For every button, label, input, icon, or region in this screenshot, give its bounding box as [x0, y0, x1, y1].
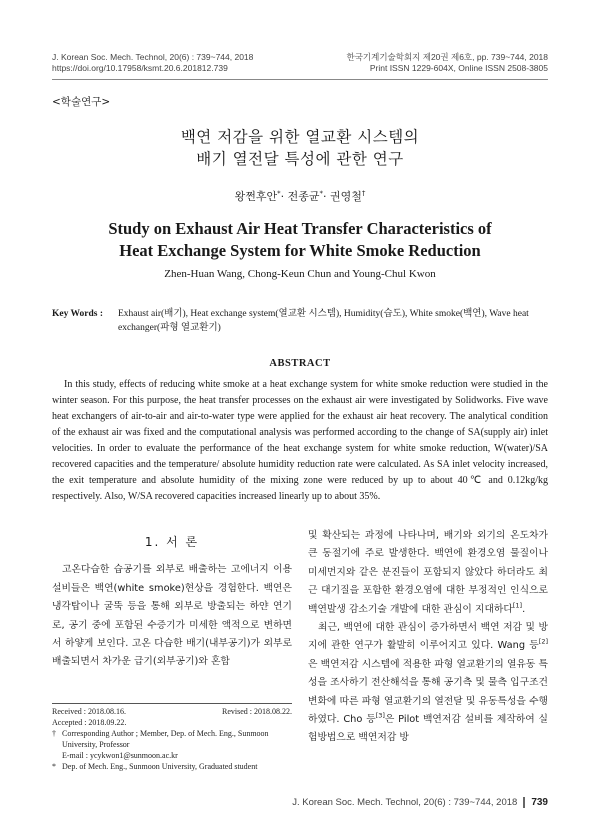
intro-paragraph-2 — [308, 619, 548, 748]
para-text: 은 백연저감 시스템에 적용한 파형 열교환기의 열유동 특성을 조사하기 전산해석을 통해 공기측 및 물측 입구조건 변화에 따른 파형 열교환기의 열전달 및 유동특성을 수행하였다. Cho 등 — [308, 658, 548, 726]
header-divider — [52, 79, 548, 80]
corresponding-author-text: Corresponding Author ; Member, Dep. of Mech. Eng., Sunmoon University, Professor — [62, 729, 269, 749]
keywords-text: Exhaust air(배기), Heat exchange system(열교환 시스템), Humidity(습도), White smoke(백연), Wave heat exchanger(파형 열교환기) — [118, 309, 529, 333]
abstract-heading: ABSTRACT — [269, 358, 331, 369]
footnotes — [52, 706, 292, 772]
english-title-line2: Heat Exchange System for White Smoke Reduction — [119, 241, 481, 260]
intro-paragraph-1-continued — [308, 527, 548, 619]
accepted-date: Accepted : 2018.09.22. — [52, 718, 127, 727]
korean-title-line2: 배기 열전달 특성에 관한 연구 — [196, 150, 404, 168]
author-2-mark: * — [319, 189, 323, 198]
para-text: 및 확산되는 과정에 나타나며, 배기와 외기의 온도차가 큰 동절기에 주로 발생한다. 백연에 환경오염 물질이나 미세먼지와 같은 분진들이 포함되지 않았다 하더라도 최근 대기질을 포함한 환경오염에 대한 부정적인 인식으로 백연발생 감소기술 개발에 대한 관심이 지대하다 — [308, 530, 548, 615]
korean-title — [52, 126, 548, 170]
reference-3[interactable]: [3] — [375, 711, 385, 720]
author-3: · 권영철 — [323, 190, 362, 203]
department-text: Dep. of Mech. Eng., Sunmoon University, Graduated student — [62, 762, 258, 771]
section-heading-introduction: 1. 서 론 — [144, 535, 200, 549]
running-header-right — [346, 52, 548, 74]
doi-link[interactable]: https://doi.org/10.17958/ksmt.20.6.201812.739 — [52, 63, 228, 73]
corresponding-author-note — [52, 728, 292, 750]
keywords-label: Key Words : — [52, 309, 104, 319]
article-category: <학술연구> — [52, 96, 111, 108]
english-authors: Zhen-Huan Wang, Chong-Keun Chun and Young-Chul Kwon — [164, 268, 436, 280]
journal-citation: J. Korean Soc. Mech. Technol, 20(6) : 739~744, 2018 — [52, 52, 254, 62]
body-column-right — [308, 527, 548, 748]
dagger-mark: † — [52, 729, 56, 738]
para-text: 은 Pilot 백연저감 설비를 제작하여 실험방법으로 백연저감 방 — [308, 714, 548, 744]
english-title-line1: Study on Exhaust Air Heat Transfer Characteristics of — [108, 219, 492, 238]
intro-paragraph-1: 고온다습한 습공기를 외부로 배출하는 고에너지 이용설비들은 백연(white smoke)현상을 경험한다. 백연은 냉각탑이나 굴뚝 등을 통해 외부로 방출되는 하얀 연기로, 공기 중에 포함된 수증기가 미세한 액적으로 변하면서 하얗게 보인다. 고온 다습한 배기(내부공기)가 외부로 배출되면서 차가운 급기(외부공기)와 혼합 — [52, 564, 292, 668]
received-revised-line — [52, 706, 292, 717]
reference-1[interactable]: [1] — [512, 601, 523, 610]
author-email[interactable]: E-mail : ycykwon1@sunmoon.ac.kr — [62, 751, 178, 760]
running-header-left — [52, 52, 253, 74]
reference-2[interactable]: [2] — [538, 638, 548, 647]
para-text: 최근, 백연에 대한 관심이 증가하면서 백연 저감 및 방지에 관한 연구가 활발히 이루어지고 있다. Wang 등 — [308, 622, 548, 652]
footer-citation: J. Korean Soc. Mech. Technol, 20(6) : 739~744, 2018 — [292, 797, 518, 808]
journal-citation-korean: 한국기계기술학회지 제20권 제6호, pp. 739~744, 2018 — [346, 52, 548, 62]
keywords — [52, 307, 548, 335]
asterisk-mark: * — [52, 762, 56, 771]
author-2: · 전종균 — [280, 190, 320, 203]
footer-separator — [523, 797, 525, 808]
issn-line: Print ISSN 1229-604X, Online ISSN 2508-3805 — [369, 63, 548, 73]
abstract-text: In this study, effects of reducing white smoke at a heat exchange system for white smoke reduction were studied in the winter season. For this purpose, the heat transfer processes on the exhaust air were investigated by Solidworks. Five wave heat exchangers of air-to-air and air-to-water type were applied for the exhaust air heat recovery. The analytical condition of the exhaust air was fixed and the computational analysis was performed according to the change of SA(supply air) inlet velocities. In order to evaluate the performance of the heat exchange system for white smoke reduction, W(water)/SA recovered capacities and the temperature/ absolute humidity reduction rate were calculated. As SA inlet velocity increased, the exit temperature and absolute humidity of the mixing zone were reduced by up to about 40℃ and 0.12kg/kg respectively. Also, W/SA recovered capacities increased linearly up to about 35%. — [52, 379, 548, 502]
author-3-mark: † — [361, 189, 366, 198]
korean-authors — [52, 188, 548, 204]
email-note — [52, 750, 292, 761]
page-number: 739 — [531, 797, 548, 808]
author-1-mark: * — [277, 189, 281, 198]
footnote-divider — [52, 703, 292, 704]
received-date: Received : 2018.08.16. — [52, 707, 126, 716]
body-column-left — [52, 527, 292, 672]
author-1: 왕쩐후안 — [234, 190, 278, 203]
korean-title-line1: 백연 저감을 위한 열교환 시스템의 — [180, 128, 420, 146]
page-footer — [292, 797, 548, 808]
english-title — [52, 218, 548, 262]
revised-date: Revised : 2018.08.22. — [222, 707, 292, 716]
para-end: . — [522, 603, 526, 615]
department-note — [52, 761, 292, 772]
